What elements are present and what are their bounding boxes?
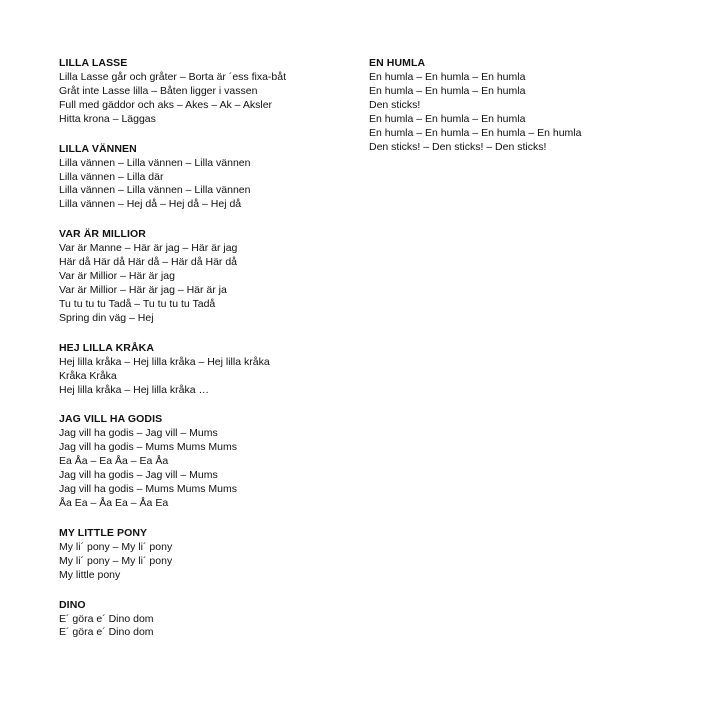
lyric-line: Den sticks!	[369, 98, 421, 111]
lyric-line: Hitta krona – Läggas	[59, 112, 156, 125]
lyric-line: E´ göra e´ Dino dom	[59, 612, 154, 625]
song-title: MY LITTLE PONY	[59, 526, 148, 539]
song-lilla-lasse	[59, 56, 349, 127]
lyric-line: Jag vill ha godis – Jag vill – Mums	[59, 469, 218, 482]
song-lilla-vannen	[59, 142, 349, 213]
lyric-line: Lilla Lasse går och gråter – Borta är ´ess fixa-båt	[59, 71, 287, 83]
song-title: HEJ LILLA KRÅKA	[59, 341, 155, 354]
lyric-line: E´ göra e´ Dino dom	[59, 626, 154, 639]
lyric-line: En humla – En humla – En humla	[369, 84, 526, 97]
lyric-line: My li´ pony – My li´ pony	[59, 540, 173, 553]
left-column	[59, 56, 349, 655]
lyric-line: Ea Åa – Ea Åa – Ea Åa	[59, 455, 169, 468]
lyric-line: Tu tu tu tu Tadå – Tu tu tu tu Tadå	[59, 297, 216, 310]
right-column	[369, 56, 669, 169]
lyric-line: Jag vill ha godis – Jag vill – Mums	[59, 427, 218, 440]
lyric-line: Den sticks! – Den sticks! – Den sticks!	[369, 140, 547, 153]
lyric-line: Hej lilla kråka – Hej lilla kråka – Hej lilla kråka	[59, 355, 270, 368]
lyric-line: En humla – En humla – En humla – En humla	[369, 126, 582, 139]
lyric-line: Gråt inte Lasse lilla – Båten ligger i vassen	[59, 84, 258, 97]
song-hej-lilla-kraka	[59, 341, 349, 398]
song-title: LILLA LASSE	[59, 57, 128, 69]
lyric-line: Lilla vännen – Lilla vännen – Lilla vännen	[59, 184, 251, 197]
lyric-line: Var är Manne – Här är jag – Här är jag	[59, 242, 238, 255]
song-my-little-pony	[59, 526, 349, 583]
song-title: JAG VILL HA GODIS	[59, 413, 163, 426]
lyric-line: Kråka Kråka	[59, 369, 117, 382]
lyric-line: Åa Ea – Åa Ea – Åa Ea	[59, 496, 169, 509]
lyric-line: Full med gäddor och aks – Akes – Ak – Aksler	[59, 98, 273, 111]
lyric-line: Var är Millior – Här är jag – Här är ja	[59, 283, 227, 296]
song-dino	[59, 598, 349, 641]
lyric-line: En humla – En humla – En humla	[369, 71, 526, 83]
song-title: EN HUMLA	[369, 57, 426, 69]
song-var-ar-millior	[59, 227, 349, 325]
lyric-line: Lilla vännen – Hej då – Hej då – Hej då	[59, 198, 242, 211]
lyric-line: Här då Här då Här då – Här då Här då	[59, 256, 238, 269]
lyric-line: Lilla vännen – Lilla vännen – Lilla vännen	[59, 156, 251, 169]
lyric-line: Jag vill ha godis – Mums Mums Mums	[59, 483, 237, 496]
song-en-humla	[369, 56, 669, 154]
lyric-line: Hej lilla kråka – Hej lilla kråka …	[59, 383, 209, 396]
song-title: VAR ÄR MILLIOR	[59, 228, 146, 241]
lyric-line: My li´ pony – My li´ pony	[59, 554, 173, 567]
lyric-line: Spring din väg – Hej	[59, 311, 154, 324]
lyric-line: Jag vill ha godis – Mums Mums Mums	[59, 441, 237, 454]
lyric-line: My little pony	[59, 568, 121, 581]
lyric-line: Lilla vännen – Lilla där	[59, 170, 164, 183]
lyric-line: En humla – En humla – En humla	[369, 112, 526, 125]
song-title: DINO	[59, 598, 86, 611]
lyric-line: Var är Millior – Här är jag	[59, 270, 175, 283]
song-title: LILLA VÄNNEN	[59, 142, 137, 155]
song-jag-vill-ha-godis	[59, 412, 349, 510]
